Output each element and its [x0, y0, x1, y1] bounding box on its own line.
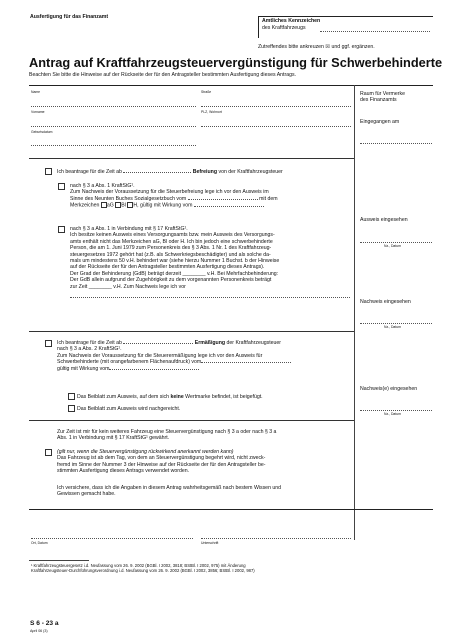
ausweis-vom-field[interactable] — [188, 199, 258, 200]
ausweis-eingesehen-label: Ausweis eingesehen — [360, 217, 408, 223]
nz-datum-label-3: Nz., Datum — [384, 412, 401, 416]
ermaessigung-block: Ich beantrage für die Zeit ab Ermäßigung der Kraftfahrzeugsteuer nach § 3 a Abs. 2 KraftStG¹. Zum Nachweis der Voraussetzung für die Steuerermäßigung lege ich vor den Ausweis für Schwerbehinderte (mit orangefarbenem Flächenaufdruck) vom gültig mit Wirkung vom — [57, 340, 352, 372]
weiteres-fahrzeug-text: Zur Zeit ist mir für kein weiteres Fahrzeug eine Steuervergünstigung nach § 3 a oder nach § 3 a Abs. 1 in Verbindung mit § 17 KraftStG¹ gewährt. — [57, 429, 277, 442]
beiblatt-nachgereicht-checkbox[interactable] — [68, 405, 75, 412]
page-subtitle: Beachten Sie bitte die Hinweise auf der Rückseite der für den Antragsteller bestimmten Ausfertigung dieses Antrags. — [29, 72, 297, 78]
befreiung-checkbox[interactable] — [45, 168, 52, 175]
rueckwirkend-checkbox[interactable] — [45, 449, 52, 456]
nz-datum-label-1: Nz., Datum — [384, 244, 401, 248]
vorname-field[interactable] — [31, 126, 196, 127]
option-3a-abs1-checkbox[interactable] — [58, 183, 65, 190]
name-field[interactable] — [31, 106, 196, 107]
eingegangen-field[interactable] — [360, 143, 432, 144]
beiblatt-beigefuegt: Das Beiblatt zum Ausweis, auf dem sich keine Wertmarke befindet, ist beigefügt. — [68, 393, 263, 400]
name-label: Name — [31, 90, 41, 94]
befreiung-date-field[interactable] — [123, 172, 191, 173]
geburtsdatum-field[interactable] — [31, 145, 196, 146]
eingegangen-label: Eingegangen am — [360, 119, 400, 125]
geburtsdatum-label: Geburtsdatum — [31, 130, 53, 134]
beiblatt-beigefuegt-checkbox[interactable] — [68, 393, 75, 400]
gueltig-ab-field[interactable] — [194, 206, 264, 207]
footnote-rule — [29, 560, 89, 561]
nachweis-eingesehen-label: Nachweis eingesehen — [360, 299, 411, 305]
form-top-border — [29, 85, 433, 86]
plz-wohnort-field[interactable] — [201, 126, 351, 127]
section2-border — [29, 331, 354, 332]
orange-ausweis-vom-field[interactable] — [201, 362, 291, 363]
option-3a-abs1-17: nach § 3 a Abs. 1 in Verbindung mit § 17 KraftStG¹. Ich besitze keinen Ausweis eines Versorgungsamts bzw. mein Ausweis des Versorgungs- amts enthält nicht das Merkzeichen aG, Bl oder H. Ich bin jedoch eine schwerbehinderte Person, die am 1. Juni 1979 zum Personenkreis des § 3 Abs. 1 Nr. 1 des Kraftfahrzeug- steuergesetzes 1972 gehört hat (z.B. als Schwerkriegsbeschädigter) und als solche da- mals um mindestens 50 v.H. behindert war (siehe hierzu Nummer 1 Buchst. b der Hinweise auf der Rückseite der für den Antragsteller bestimmten Ausfertigung dieses Antrags). Der Grad der Behinderung (GdB) beträgt derzeit ________ v.H. Bei Mehrfachbehinderung: Der GdB allein aufgrund der Zugehörigkeit zu dem vorgenannten Personenkreis beträgt zur Zeit ________ v.H. Zum Nachweis lege ich vor — [70, 226, 352, 290]
form-id: S 6 - 23 a — [30, 620, 59, 627]
plz-wohnort-label: PLZ, Wohnort — [201, 110, 222, 114]
ort-datum-field[interactable] — [31, 538, 193, 539]
kennzeichen-field-line — [320, 31, 430, 32]
page-title: Antrag auf Kraftfahrzeugsteuervergünstigung für Schwerbehinderte — [29, 55, 443, 70]
ermaessigung-date-field[interactable] — [123, 343, 193, 344]
instruction: Zutreffendes bitte ankreuzen ☒ und ggf. ergänzen. — [258, 44, 375, 50]
strasse-label: Straße — [201, 90, 212, 94]
kennzeichen-subtitle: des Kraftfahrzeugs — [262, 24, 306, 31]
unterschrift-field[interactable] — [201, 538, 351, 539]
nz-datum-label-2: Nz., Datum — [384, 325, 401, 329]
ermaessigung-checkbox[interactable] — [45, 340, 52, 347]
signature-top-border — [29, 509, 433, 510]
nachweise-eingesehen-field[interactable] — [360, 410, 432, 411]
raum-vermerke-label: Raum für Vermerke des Finanzamts — [360, 91, 405, 103]
sidebar-divider — [354, 85, 355, 540]
nachweise-eingesehen-label: Nachweis(e) eingesehen — [360, 386, 418, 392]
kennzeichen-title: Amtliches Kennzeichen — [262, 18, 321, 24]
section3-border — [29, 420, 354, 421]
kennzeichen-box[interactable] — [258, 16, 433, 38]
vorname-label: Vorname — [31, 110, 45, 114]
beiblatt-nachgereicht: Das Beiblatt zum Ausweis wird nachgereicht. — [68, 405, 180, 412]
rueckwirkend-block: (gilt nur, wenn die Steuervergünstigung rückwirkend anerkannt werden kann) Das Fahrzeug ist ab dem Tag, von dem an Steuervergünstigung begehrt wird, nicht zweck- fremd im Sinne der Nummer 3 der Hinweise auf der Rückseite der für den Antragsteller be- stimmten Ausfertigung dieses Antrags verwendet worden. — [57, 449, 353, 475]
befreiung-line: Ich beantrage für die Zeit ab Befreiung von der Kraftfahrzeugsteuer — [57, 168, 283, 175]
ausweis-eingesehen-field[interactable] — [360, 242, 432, 243]
option-3a-abs1-17-checkbox[interactable] — [58, 226, 65, 233]
nachweis-field[interactable] — [70, 297, 350, 298]
ort-datum-label: Ort, Datum — [31, 541, 48, 545]
nachweis-eingesehen-field[interactable] — [360, 323, 432, 324]
footnote: ¹ Kraftfahrzeugsteuergesetz i.d. Neufassung vom 26. 9. 2002 (BGBl. I 2002, 3818; BStBl. I 2002, 975) mit Änderung Kraftfahrzeugsteuer-Durchführungsverordnung i.d. Neufassung vom 26. 9. 2002 (BGBl. I 2002, 3856; BStBl. I 2002, 987) — [31, 563, 255, 573]
versicherung-text: Ich versichere, dass ich die Angaben in diesem Antrag wahrheitsgemäß nach bestem Wissen und Gewissen gemacht habe. — [57, 485, 282, 498]
section1-border — [29, 158, 354, 159]
form-date: April 06 (3) — [30, 629, 48, 633]
option-3a-abs1: nach § 3 a Abs. 1 KraftStG¹. Zum Nachweis der Voraussetzung für die Steuerbefreiung lege ich vor den Ausweis im Sinne des Neunten Buches Sozialgesetzbuch vom mit dem Merkzeichen aG Bl H, gültig mit Wirkung vom — [70, 183, 352, 209]
unterschrift-label: Unterschrift — [201, 541, 219, 545]
ermaessigung-gueltig-field[interactable] — [109, 369, 199, 370]
copy-label: Ausfertigung für das Finanzamt — [30, 14, 109, 20]
strasse-field[interactable] — [201, 106, 351, 107]
